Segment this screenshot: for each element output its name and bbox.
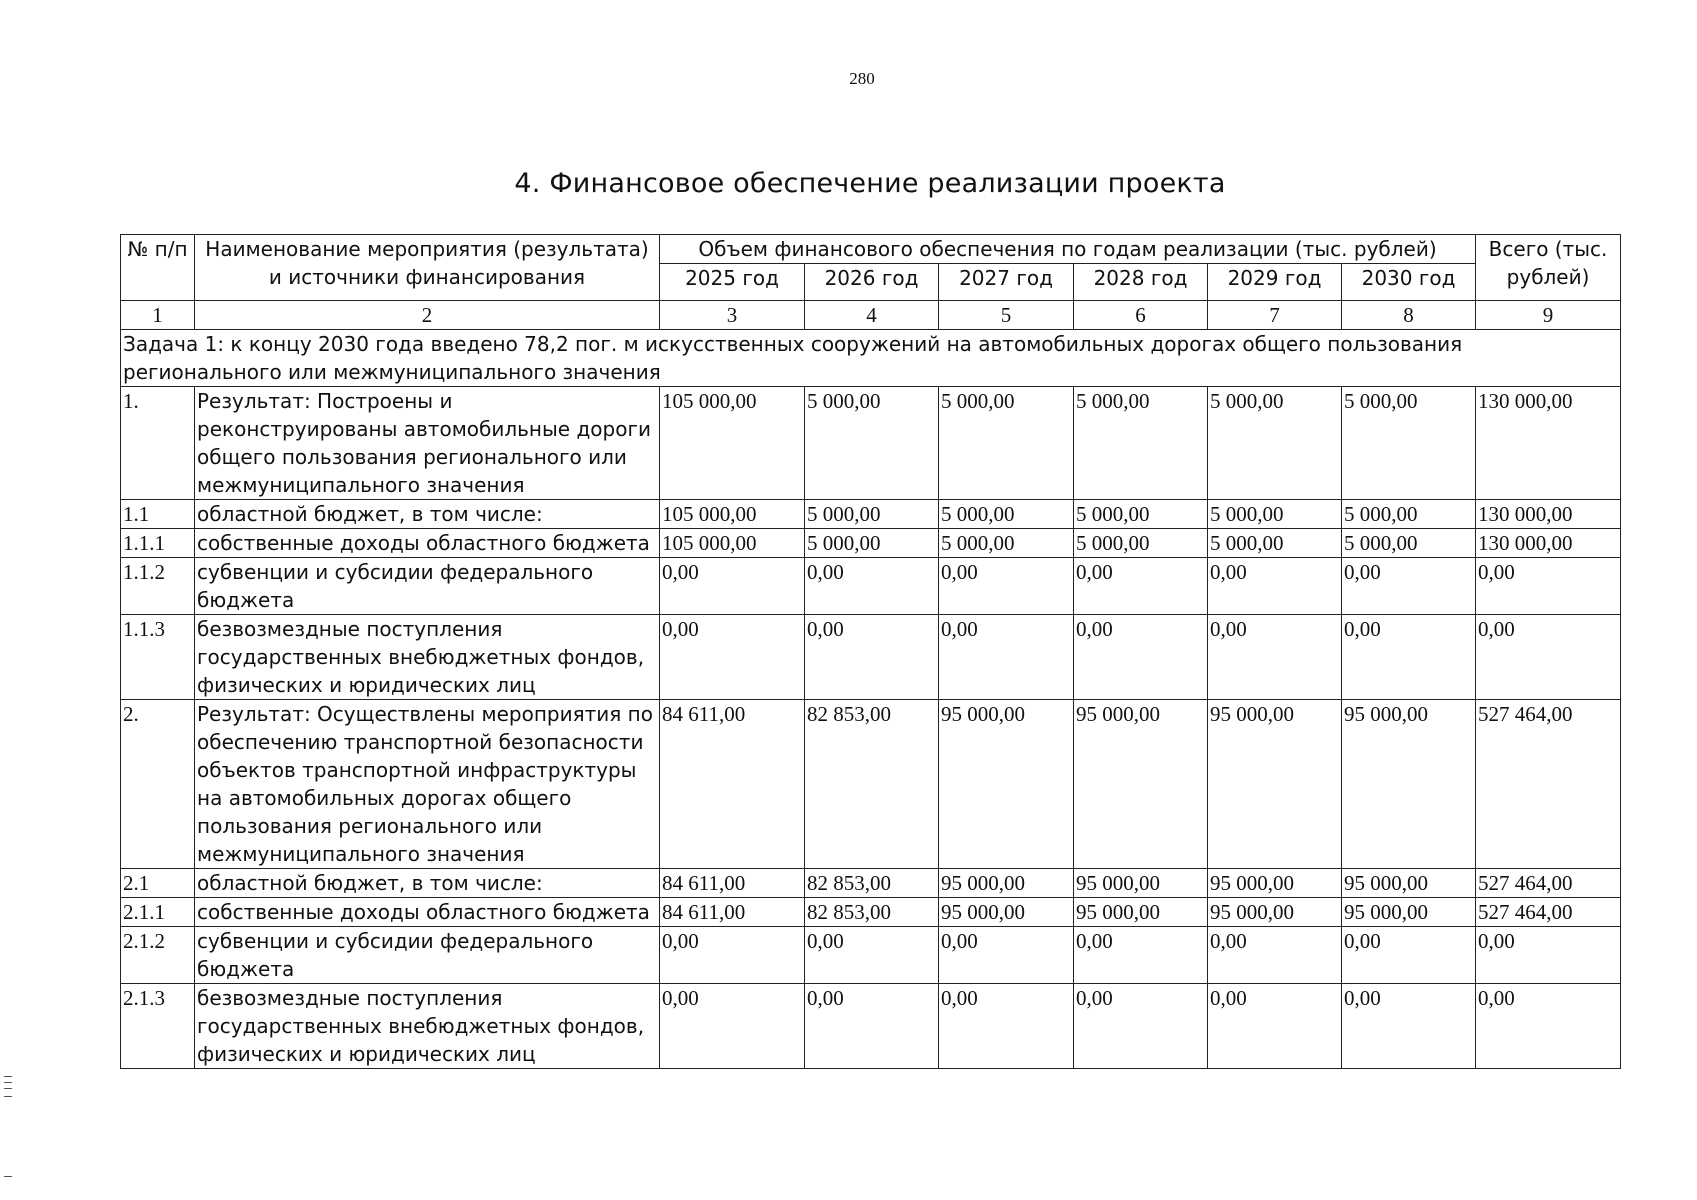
task-row: [121, 330, 1621, 387]
row-year-value: 95 000,00: [1342, 898, 1476, 927]
row-year-value: 5 000,00: [1208, 387, 1342, 500]
row-year-value: 95 000,00: [1074, 869, 1208, 898]
column-number: 6: [1074, 301, 1208, 330]
header-name: Наименование мероприятия (результата) и источники финансирования: [195, 235, 660, 301]
row-index: 1.1: [121, 500, 195, 529]
row-name: Результат: Построены и реконструированы автомобильные дороги общего пользования регионального или межмуниципального значения: [195, 387, 660, 500]
row-year-value: 0,00: [1342, 927, 1476, 984]
header-num: № п/п: [121, 235, 195, 301]
row-year-value: 95 000,00: [1208, 700, 1342, 869]
row-year-value: 5 000,00: [1074, 529, 1208, 558]
row-year-value: 0,00: [1208, 984, 1342, 1069]
row-year-value: 95 000,00: [939, 869, 1074, 898]
row-year-value: 82 853,00: [805, 700, 939, 869]
row-year-value: 95 000,00: [1342, 869, 1476, 898]
row-total-value: 527 464,00: [1476, 700, 1621, 869]
row-year-value: 95 000,00: [1074, 898, 1208, 927]
row-year-value: 84 611,00: [660, 869, 805, 898]
column-number: 9: [1476, 301, 1621, 330]
row-year-value: 95 000,00: [1342, 700, 1476, 869]
column-number: 7: [1208, 301, 1342, 330]
row-total-value: 527 464,00: [1476, 898, 1621, 927]
row-year-value: 82 853,00: [805, 869, 939, 898]
row-total-value: 0,00: [1476, 984, 1621, 1069]
header-year: 2025 год: [660, 264, 805, 301]
margin-mark: [4, 1096, 12, 1097]
row-year-value: 0,00: [1342, 984, 1476, 1069]
row-year-value: 5 000,00: [939, 387, 1074, 500]
row-year-value: 0,00: [1074, 615, 1208, 700]
row-year-value: 5 000,00: [939, 500, 1074, 529]
row-year-value: 82 853,00: [805, 898, 939, 927]
column-number: 2: [195, 301, 660, 330]
row-year-value: 0,00: [660, 984, 805, 1069]
row-index: 2.: [121, 700, 195, 869]
row-total-value: 0,00: [1476, 927, 1621, 984]
row-year-value: 5 000,00: [1342, 529, 1476, 558]
row-name: областной бюджет, в том числе:: [195, 500, 660, 529]
table-row: [121, 558, 1621, 615]
table-row: [121, 898, 1621, 927]
row-year-value: 95 000,00: [1208, 869, 1342, 898]
header-year: 2028 год: [1074, 264, 1208, 301]
column-number-row: [121, 301, 1621, 330]
row-year-value: 0,00: [939, 615, 1074, 700]
row-year-value: 105 000,00: [660, 387, 805, 500]
row-year-value: 0,00: [660, 558, 805, 615]
table-row: [121, 387, 1621, 500]
row-year-value: 0,00: [1208, 558, 1342, 615]
row-total-value: 130 000,00: [1476, 387, 1621, 500]
row-year-value: 95 000,00: [1208, 898, 1342, 927]
row-year-value: 5 000,00: [805, 500, 939, 529]
row-total-value: 130 000,00: [1476, 500, 1621, 529]
row-name: безвозмездные поступления государственных внебюджетных фондов, физических и юридических лиц: [195, 984, 660, 1069]
row-index: 1.: [121, 387, 195, 500]
row-year-value: 0,00: [660, 615, 805, 700]
row-index: 2.1.1: [121, 898, 195, 927]
header-year: 2030 год: [1342, 264, 1476, 301]
row-total-value: 0,00: [1476, 558, 1621, 615]
row-year-value: 0,00: [1208, 615, 1342, 700]
row-year-value: 0,00: [1074, 927, 1208, 984]
row-year-value: 5 000,00: [1342, 387, 1476, 500]
row-name: безвозмездные поступления государственных внебюджетных фондов, физических и юридических лиц: [195, 615, 660, 700]
row-name: субвенции и субсидии федерального бюджета: [195, 927, 660, 984]
row-total-value: 0,00: [1476, 615, 1621, 700]
financing-table: [120, 234, 1621, 1069]
task-text: Задача 1: к концу 2030 года введено 78,2 пог. м искусственных сооружений на автомобильных дорогах общего пользования регионального или межмуниципального значения: [121, 330, 1621, 387]
row-year-value: 5 000,00: [805, 387, 939, 500]
table-row: [121, 927, 1621, 984]
row-index: 1.1.2: [121, 558, 195, 615]
row-year-value: 95 000,00: [939, 898, 1074, 927]
row-year-value: 5 000,00: [1074, 500, 1208, 529]
row-year-value: 5 000,00: [1342, 500, 1476, 529]
row-index: 1.1.3: [121, 615, 195, 700]
page-number: 280: [849, 69, 875, 88]
row-year-value: 0,00: [805, 927, 939, 984]
column-number: 4: [805, 301, 939, 330]
row-year-value: 105 000,00: [660, 529, 805, 558]
row-year-value: 105 000,00: [660, 500, 805, 529]
header-total: Всего (тыс. рублей): [1476, 235, 1621, 301]
row-year-value: 0,00: [939, 558, 1074, 615]
column-number: 5: [939, 301, 1074, 330]
row-year-value: 0,00: [1074, 558, 1208, 615]
header-year: 2026 год: [805, 264, 939, 301]
row-year-value: 0,00: [805, 558, 939, 615]
row-year-value: 95 000,00: [939, 700, 1074, 869]
section-title: 4. Финансовое обеспечение реализации проекта: [514, 168, 1226, 199]
row-total-value: 130 000,00: [1476, 529, 1621, 558]
row-index: 1.1.1: [121, 529, 195, 558]
table-row: [121, 615, 1621, 700]
margin-mark: [4, 1176, 12, 1177]
row-year-value: 5 000,00: [1208, 529, 1342, 558]
row-year-value: 0,00: [1342, 615, 1476, 700]
header-volume: Объем финансового обеспечения по годам реализации (тыс. рублей): [660, 235, 1476, 264]
row-total-value: 527 464,00: [1476, 869, 1621, 898]
column-number: 1: [121, 301, 195, 330]
header-row-1: [121, 235, 1621, 264]
row-index: 2.1.2: [121, 927, 195, 984]
row-year-value: 0,00: [939, 927, 1074, 984]
row-year-value: 84 611,00: [660, 898, 805, 927]
table-row: [121, 529, 1621, 558]
margin-mark: [4, 1082, 12, 1083]
column-number: 3: [660, 301, 805, 330]
row-year-value: 5 000,00: [939, 529, 1074, 558]
row-name: собственные доходы областного бюджета: [195, 529, 660, 558]
table-row: [121, 700, 1621, 869]
row-index: 2.1.3: [121, 984, 195, 1069]
table-row: [121, 500, 1621, 529]
row-name: субвенции и субсидии федерального бюджета: [195, 558, 660, 615]
margin-mark: [4, 1088, 12, 1089]
row-name: собственные доходы областного бюджета: [195, 898, 660, 927]
row-name: областной бюджет, в том числе:: [195, 869, 660, 898]
row-year-value: 0,00: [939, 984, 1074, 1069]
table-row: [121, 869, 1621, 898]
row-year-value: 5 000,00: [1208, 500, 1342, 529]
row-year-value: 84 611,00: [660, 700, 805, 869]
row-year-value: 5 000,00: [805, 529, 939, 558]
row-year-value: 5 000,00: [1074, 387, 1208, 500]
row-year-value: 0,00: [805, 615, 939, 700]
row-year-value: 0,00: [1342, 558, 1476, 615]
row-name: Результат: Осуществлены мероприятия по обеспечению транспортной безопасности объектов транспортной инфраструктуры на автомобильных дорогах общего пользования регионального или межмуниципального значения: [195, 700, 660, 869]
row-year-value: 0,00: [1208, 927, 1342, 984]
table-row: [121, 984, 1621, 1069]
row-index: 2.1: [121, 869, 195, 898]
row-year-value: 95 000,00: [1074, 700, 1208, 869]
margin-mark: [4, 1076, 12, 1077]
header-year: 2029 год: [1208, 264, 1342, 301]
row-year-value: 0,00: [805, 984, 939, 1069]
row-year-value: 0,00: [1074, 984, 1208, 1069]
header-year: 2027 год: [939, 264, 1074, 301]
row-year-value: 0,00: [660, 927, 805, 984]
column-number: 8: [1342, 301, 1476, 330]
